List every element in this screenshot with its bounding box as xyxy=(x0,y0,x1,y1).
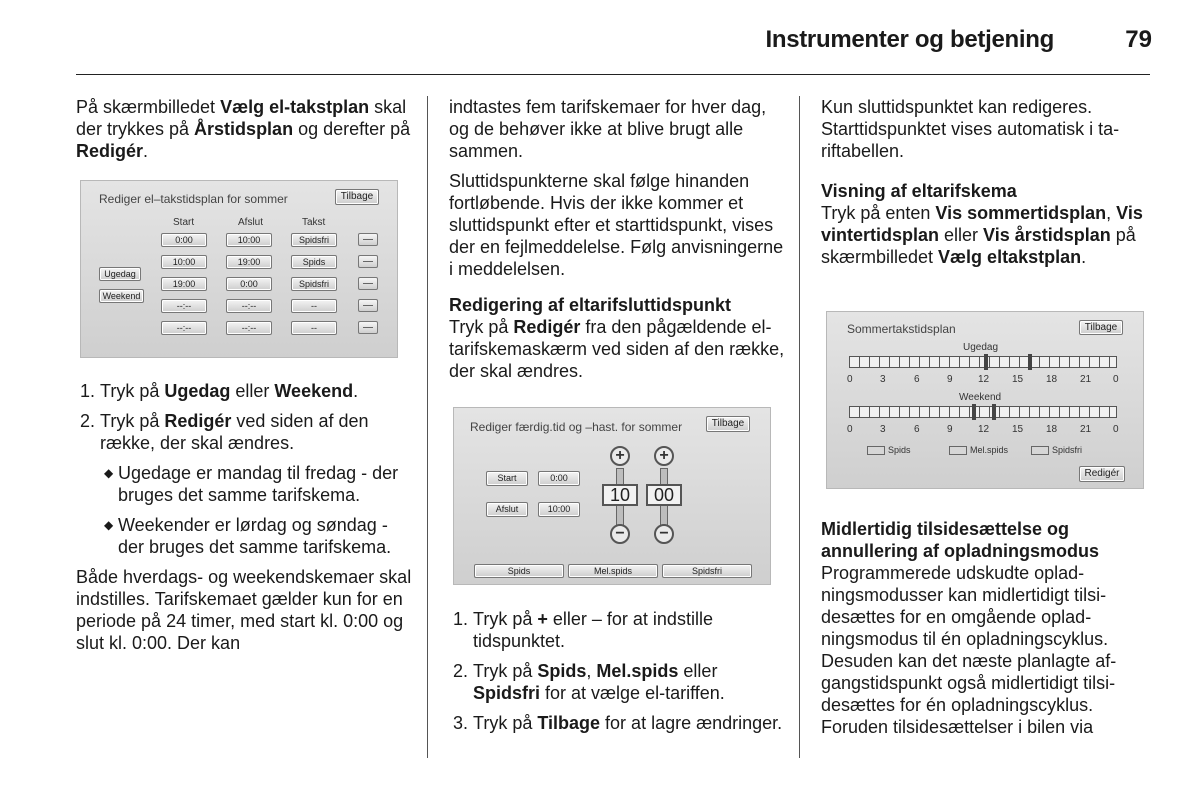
tick-label: 21 xyxy=(1080,374,1092,385)
screen-title: Rediger færdig.tid og –hast. for sommer xyxy=(470,420,683,434)
column-3-lower xyxy=(821,518,1153,746)
timeline-marker xyxy=(972,404,976,420)
tick-label: 0 xyxy=(1113,374,1119,385)
back-button[interactable]: Tilbage xyxy=(1079,320,1123,335)
paragraph: Programmerede udskudte opladningsmodusser kan midlertidigt tilsidesættes for en omgående opladningsmodus til én opladningscyklus. Desuden kan det næste planlagte afgangstidspunkt også midlertidigt tilsidesættes for én opladningscyklus. Foruden tilsidesættelser i bilen via xyxy=(821,563,1117,737)
paragraph: Tryk på enten Vis sommertidsplan, Vis vintertidsplan eller Vis årstidsplan på skærmbilledet Vælg eltakstplan. xyxy=(821,203,1143,267)
back-button[interactable]: Tilbage xyxy=(335,189,379,205)
rate-peak-button[interactable]: Spids xyxy=(474,564,564,578)
page-header xyxy=(0,26,1200,56)
section-title: Instrumenter og betjening xyxy=(765,26,1054,53)
tick-label: 6 xyxy=(914,374,920,385)
tick-label: 9 xyxy=(947,374,953,385)
paragraph: Både hverdags- og weekendskemaer skal indstilles. Tarifskemaet gælder kun for en periode på 24 timer, med start kl. 0:00 og slut kl. 0:00. Der kan xyxy=(76,567,412,653)
start-time-value: 0:00 xyxy=(538,471,580,486)
weekday-ticks xyxy=(847,374,1127,386)
weekend-timeline xyxy=(849,406,1117,418)
tick-label: 3 xyxy=(880,374,886,385)
diamond-bullet-icon: ◆ xyxy=(104,466,114,480)
screen-title: Sommertakstidsplan xyxy=(847,322,956,336)
column-header-end: Afslut xyxy=(238,217,264,228)
column-header-start: Start xyxy=(173,217,195,228)
column-header-rate: Takst xyxy=(302,217,326,228)
end-time-value[interactable]: 10:00 xyxy=(538,502,580,517)
row-rate-cell[interactable]: Spidsfri xyxy=(291,277,337,291)
screenshot-edit-schedule xyxy=(80,180,398,358)
section-heading: Visning af eltarifskema xyxy=(821,181,1017,201)
minute-decrease-button[interactable]: − xyxy=(654,524,674,544)
timeline-marker xyxy=(1028,354,1032,370)
column-1 xyxy=(76,96,412,170)
screenshot-summer-schedule xyxy=(826,311,1144,489)
legend-label: Spidsfri xyxy=(1052,445,1083,455)
list-item: 1. Tryk på Ugedag eller Weekend. xyxy=(80,381,359,401)
header-divider xyxy=(76,74,1150,75)
tick-label: 9 xyxy=(947,424,953,435)
row-start-cell[interactable]: 10:00 xyxy=(161,255,207,269)
rate-off-peak-button[interactable]: Spidsfri xyxy=(662,564,752,578)
row-edit-icon[interactable] xyxy=(358,321,378,334)
end-label-button: Afslut xyxy=(486,502,528,517)
diamond-bullet-icon: ◆ xyxy=(104,518,114,532)
section-heading: Redigering af eltarifsluttidspunkt xyxy=(449,295,732,315)
back-button[interactable]: Tilbage xyxy=(706,416,750,432)
tick-label: 3 xyxy=(880,424,886,435)
bullet-list xyxy=(100,462,412,558)
tick-label: 0 xyxy=(1113,424,1119,435)
tick-label: 18 xyxy=(1046,424,1058,435)
timeline-marker xyxy=(992,404,996,420)
tick-label: 6 xyxy=(914,424,920,435)
row-start-cell[interactable]: --:-- xyxy=(161,321,207,335)
legend-label: Spids xyxy=(888,445,911,455)
page-number: 79 xyxy=(1125,26,1152,53)
weekend-ticks xyxy=(847,424,1127,436)
row-rate-cell[interactable]: Spids xyxy=(291,255,337,269)
hour-increase-button[interactable]: + xyxy=(610,446,630,466)
legend-label: Mel.spids xyxy=(970,445,1009,455)
minute-value: 00 xyxy=(646,484,682,506)
bullet-item: ◆ Weekender er lørdag og søndag - der bruges det samme tarifskema. xyxy=(104,515,392,557)
legend-swatch xyxy=(949,446,967,455)
timeline-marker xyxy=(984,354,988,370)
tick-label: 12 xyxy=(978,374,990,385)
column-2 xyxy=(449,96,785,390)
screen-title: Rediger el–takstidsplan for sommer xyxy=(99,192,288,206)
row-end-cell[interactable]: --:-- xyxy=(226,299,272,313)
steps-list xyxy=(449,608,785,734)
row-rate-cell[interactable]: -- xyxy=(291,321,337,335)
tick-label: 15 xyxy=(1012,424,1024,435)
hour-decrease-button[interactable]: − xyxy=(610,524,630,544)
list-item: 2. Tryk på Spids, Mel.spids eller Spidsfri for at vælge el-tariffen. xyxy=(453,661,725,703)
paragraph: Sluttidspunkterne skal følge hinanden fortløbende. Hvis der ikke kommer et sluttidspunkt efter et starttidspunkt, vises der en fejlmeddelelse. Følg anvisningerne i meddelelsen. xyxy=(449,171,784,279)
section-heading: Midlertidig tilsidesættelse og annullering af opladningsmodus xyxy=(821,519,1100,561)
weekend-label: Weekend xyxy=(959,392,1002,403)
weekday-button[interactable]: Ugedag xyxy=(99,267,141,281)
row-start-cell[interactable]: 0:00 xyxy=(161,233,207,247)
row-start-cell[interactable]: 19:00 xyxy=(161,277,207,291)
list-item: 2. Tryk på Redigér ved siden af den række, der skal ændres. ◆ Ugedage er mandag til fredag - der bruges det samme tarifskema. ◆ Weekender er lørdag og søndag - der bruges det samme tarifskema. xyxy=(76,410,412,558)
legend-swatch xyxy=(1031,446,1049,455)
column-3 xyxy=(821,96,1153,276)
tick-label: 12 xyxy=(978,424,990,435)
paragraph: indtastes fem tarifskemaer for hver dag, og de behøver ikke at blive brugt alle sammen. xyxy=(449,97,767,161)
hour-value: 10 xyxy=(602,484,638,506)
row-edit-icon[interactable] xyxy=(358,299,378,312)
tick-label: 21 xyxy=(1080,424,1092,435)
column-2-lower xyxy=(449,608,785,742)
row-end-cell[interactable]: 19:00 xyxy=(226,255,272,269)
tick-label: 15 xyxy=(1012,374,1024,385)
paragraph: Kun sluttidspunktet kan redigeres. Starttidspunktet vises automatisk i tariftabellen. xyxy=(821,97,1120,161)
tick-label: 18 xyxy=(1046,374,1058,385)
edit-button[interactable]: Redigér xyxy=(1079,466,1125,482)
screenshot-edit-end-time xyxy=(453,407,771,585)
weekday-label: Ugedag xyxy=(963,342,999,353)
weekday-timeline xyxy=(849,356,1117,368)
row-end-cell[interactable]: --:-- xyxy=(226,321,272,335)
tick-label: 0 xyxy=(847,424,853,435)
column-divider xyxy=(427,96,428,758)
rate-mid-peak-button[interactable]: Mel.spids xyxy=(568,564,658,578)
row-rate-cell[interactable]: Spidsfri xyxy=(291,233,337,247)
paragraph: Tryk på Redigér fra den pågældende el-tarifskemaskærm ved siden af den række, der skal ændres. xyxy=(449,317,785,381)
intro-paragraph: På skærmbilledet Vælg el-takstplan skal der trykkes på Årstidsplan og derefter på Redigér. xyxy=(76,97,411,161)
row-edit-icon[interactable] xyxy=(358,277,378,290)
tick-label: 0 xyxy=(847,374,853,385)
bullet-item: ◆ Ugedage er mandag til fredag - der bruges det samme tarifskema. xyxy=(104,463,399,505)
minute-increase-button[interactable]: + xyxy=(654,446,674,466)
row-edit-icon[interactable] xyxy=(358,233,378,246)
list-item: 3. Tryk på Tilbage for at lagre ændringer. xyxy=(453,713,783,733)
column-1-lower xyxy=(76,380,412,662)
row-end-cell[interactable]: 0:00 xyxy=(226,277,272,291)
column-divider xyxy=(799,96,800,758)
row-rate-cell[interactable]: -- xyxy=(291,299,337,313)
weekend-button[interactable]: Weekend xyxy=(99,289,144,303)
list-item: 1. Tryk på + eller – for at indstille tidspunktet. xyxy=(453,609,713,651)
start-label-button: Start xyxy=(486,471,528,486)
row-end-cell[interactable]: 10:00 xyxy=(226,233,272,247)
row-edit-icon[interactable] xyxy=(358,255,378,268)
row-start-cell[interactable]: --:-- xyxy=(161,299,207,313)
steps-list xyxy=(76,380,412,558)
legend-swatch xyxy=(867,446,885,455)
